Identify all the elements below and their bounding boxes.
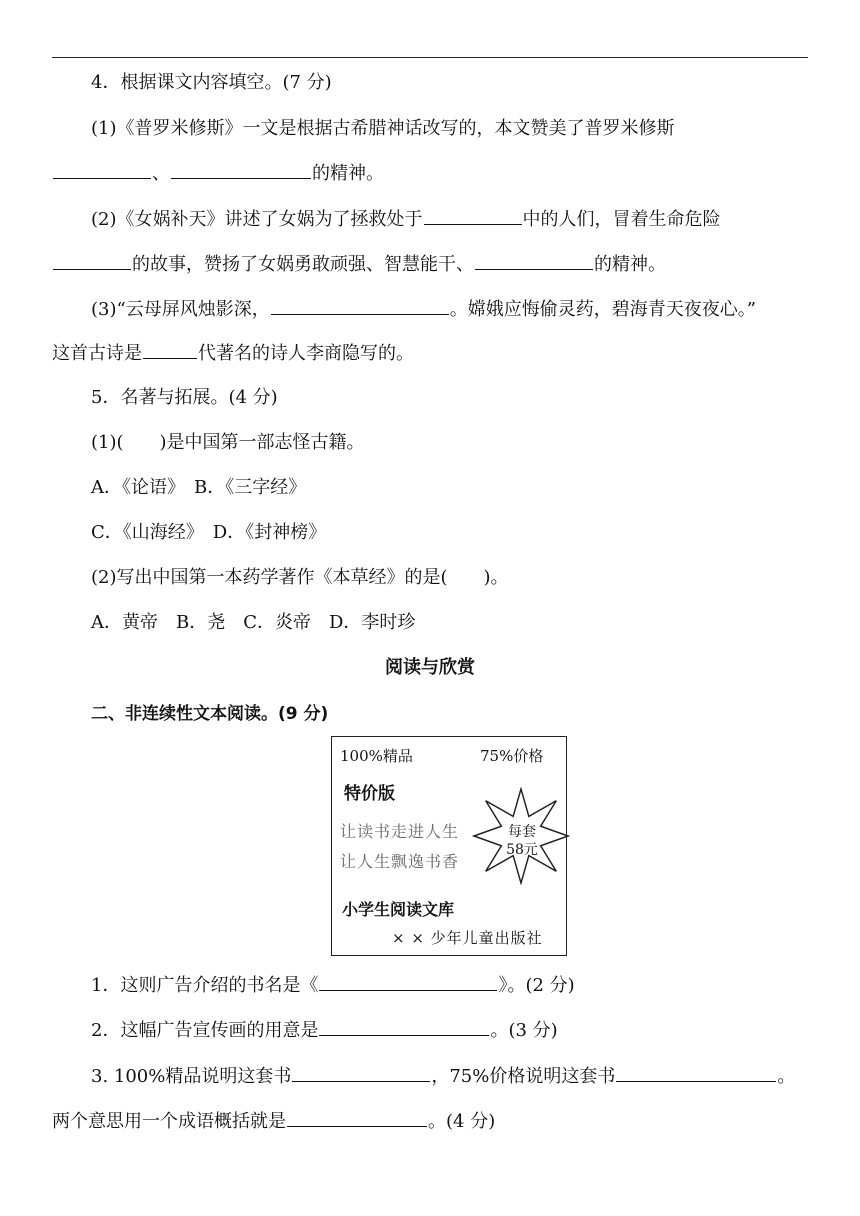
header-rule: [52, 57, 808, 58]
part2-title: 二、非连续性文本阅读。(9 分): [91, 704, 329, 724]
q4-title: 4．根据课文内容填空。(7 分): [91, 72, 332, 93]
q5-p1: (1)( )是中国第一部志怪古籍。: [91, 432, 365, 453]
ad-quality: 100%精品: [340, 747, 413, 765]
q4-s3-line1: (3)“云母屏风烛影深， 。嫦娥应悔偷灵药，碧海青天夜夜心。”: [91, 296, 851, 322]
q5-p2: (2)写出中国第一本药学著作《本草经》的是( )。: [91, 567, 509, 588]
ad-slogan-2: 让人生飘逸书香: [340, 852, 460, 871]
q5-title: 5．名著与拓展。(4 分): [91, 387, 278, 408]
answer-blank[interactable]: [475, 251, 593, 270]
answer-blank[interactable]: [319, 972, 497, 991]
q4-s1-line2: 、 的精神。: [52, 160, 812, 186]
ad-edition: 特价版: [344, 784, 395, 804]
ad-star-price: 每套 58元: [506, 824, 538, 858]
answer-blank[interactable]: [271, 296, 449, 315]
question-3-line1: 3. 100%精品说明这套书 ，75%价格说明这套书 。: [91, 1063, 851, 1089]
answer-blank[interactable]: [616, 1063, 776, 1082]
q5-p2-options: A．黄帝 B．尧 C．炎帝 D．李时珍: [91, 612, 416, 633]
answer-blank[interactable]: [319, 1017, 489, 1036]
section-title: 阅读与欣赏: [385, 657, 475, 678]
q4-s2-line2: 的故事，赞扬了女娲勇敢顽强、智慧能干、 的精神。: [52, 251, 812, 277]
answer-blank[interactable]: [424, 206, 522, 225]
answer-blank[interactable]: [53, 160, 151, 179]
ad-price: 75%价格: [480, 747, 544, 765]
answer-blank[interactable]: [287, 1108, 427, 1127]
question-1: 1．这则广告介绍的书名是《 》。(2 分): [91, 972, 851, 998]
q5-p1-options-ab: A．《论语》 B．《三字经》: [91, 477, 307, 498]
question-3-line2: 两个意思用一个成语概括就是 。(4 分): [52, 1108, 812, 1134]
ad-library-name: 小学生阅读文库: [342, 900, 455, 919]
q4-s2-line1: (2)《女娲补天》讲述了女娲为了拯救处于 中的人们，冒着生命危险: [91, 206, 851, 232]
q4-s1-line1: (1)《普罗米修斯》一文是根据古希腊神话改写的，本文赞美了普罗米修斯: [91, 118, 675, 139]
ad-publisher: × × 少年儿童出版社: [392, 929, 543, 947]
answer-blank[interactable]: [292, 1063, 430, 1082]
question-2: 2．这幅广告宣传画的用意是 。(3 分): [91, 1017, 851, 1043]
answer-blank[interactable]: [171, 160, 311, 179]
answer-blank[interactable]: [53, 251, 131, 270]
ad-slogan-1: 让读书走进人生: [340, 822, 460, 841]
q5-p1-options-cd: C．《山海经》 D．《封神榜》: [91, 522, 327, 543]
answer-blank[interactable]: [143, 340, 197, 359]
book-advertisement: [331, 736, 567, 956]
q4-s3-line2: 这首古诗是 代著名的诗人李商隐写的。: [52, 340, 812, 366]
